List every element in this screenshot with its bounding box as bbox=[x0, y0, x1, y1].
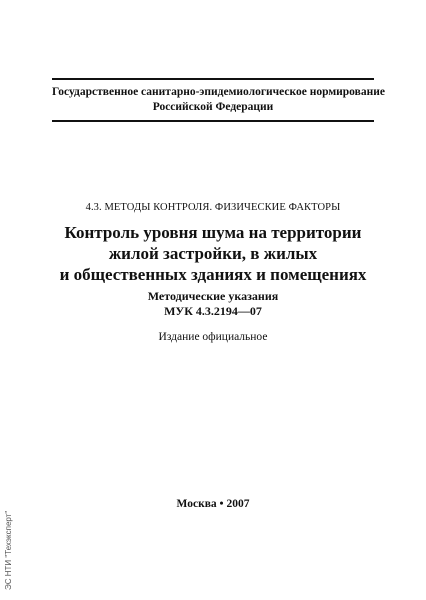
title-line-1: Контроль уровня шума на территории bbox=[64, 223, 362, 242]
authority-line-2: Российской Федерации bbox=[152, 101, 274, 113]
document-kind: Методические указания bbox=[147, 289, 279, 303]
edition-note: Издание официальное bbox=[158, 331, 268, 343]
document-title bbox=[0, 222, 426, 285]
bottom-rule bbox=[52, 120, 374, 122]
top-rule bbox=[52, 78, 374, 80]
title-line-3: и общественных зданиях и помещениях bbox=[59, 265, 367, 284]
document-code: МУК 4.3.2194—07 bbox=[164, 304, 262, 318]
section-heading: 4.3. МЕТОДЫ КОНТРОЛЯ. ФИЗИЧЕСКИЕ ФАКТОРЫ bbox=[85, 202, 341, 213]
title-line-2: жилой застройки, в жилых bbox=[108, 244, 318, 263]
margin-watermark: ЭС НТИ "Техэксперт" bbox=[4, 510, 13, 590]
imprint-city-year: Москва • 2007 bbox=[176, 498, 250, 510]
document-type bbox=[0, 289, 426, 319]
authority-line-1: Государственное санитарно-эпидемиологическое нормирование bbox=[52, 86, 385, 98]
issuing-authority-block bbox=[52, 78, 385, 122]
